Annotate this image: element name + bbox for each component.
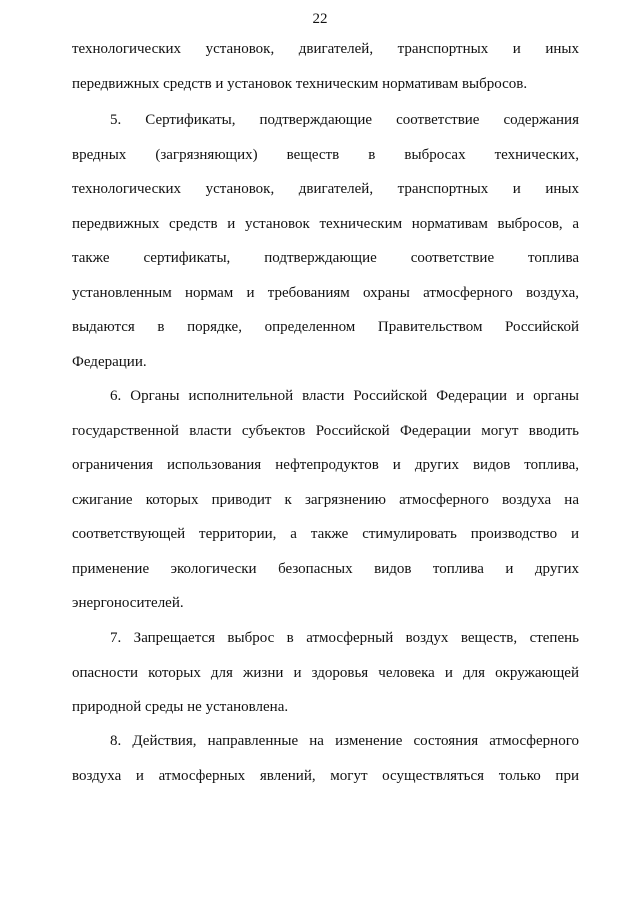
text-line: также сертификаты, подтверждающие соответствие топлива (72, 250, 579, 266)
paragraph-item-6 (72, 383, 579, 625)
text-line: 5. Сертификаты, подтверждающие соответствие содержания (110, 112, 579, 128)
text-line: государственной власти субъектов Российской Федерации могут вводить (72, 422, 579, 439)
paragraph-continuation (72, 36, 579, 105)
text-line: 8. Действия, направленные на изменение состояния атмосферного (110, 733, 579, 749)
text-line: сжигание которых приводит к загрязнению атмосферного воздуха на (72, 491, 579, 508)
document-body (72, 36, 579, 784)
text-line: передвижных средств и установок техническим нормативам выбросов. (72, 75, 528, 92)
text-line: технологических установок, двигателей, транспортных и иных (72, 181, 579, 197)
paragraph-item-7 (72, 625, 579, 729)
text-line: энергоносителей. (72, 595, 184, 611)
text-line: выдаются в порядке, определенном Правительством Российской (72, 319, 579, 335)
paragraph-item-5 (72, 107, 579, 383)
text-line: опасности которых для жизни и здоровья человека и для окружающей (72, 664, 579, 681)
text-line: технологических установок, двигателей, транспортных и иных (72, 41, 579, 57)
text-line: применение экологически безопасных видов топлива и других (72, 560, 579, 577)
text-line: соответствующей территории, а также стимулировать производство и (72, 526, 579, 542)
text-line: 7. Запрещается выброс в атмосферный воздух веществ, степень (110, 630, 579, 646)
paragraph-item-8 (72, 728, 579, 797)
text-line: установленным нормам и требованиям охраны атмосферного воздуха, (72, 284, 579, 301)
text-line: воздуха и атмосферных явлений, могут осуществляться только при (72, 767, 579, 784)
text-line: вредных (загрязняющих) веществ в выбросах технических, (72, 146, 579, 163)
text-line: ограничения использования нефтепродуктов и других видов топлива, (72, 457, 579, 473)
text-line: передвижных средств и установок техническим нормативам выбросов, а (72, 215, 579, 232)
page-number: 22 (312, 11, 328, 27)
text-line: природной среды не установлена. (72, 699, 289, 715)
text-line: 6. Органы исполнительной власти Российской Федерации и органы (110, 388, 579, 404)
text-line: Федерации. (72, 353, 147, 370)
